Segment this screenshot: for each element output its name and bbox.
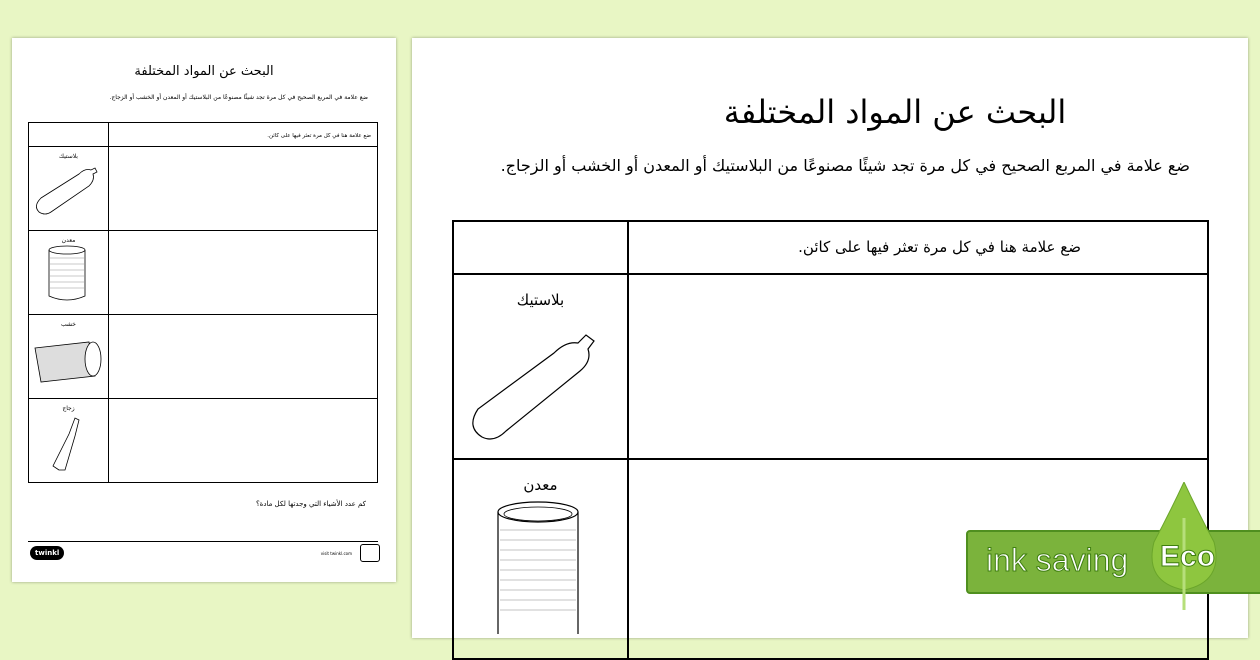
- worksheet-title: البحث عن المواد المختلفة: [723, 93, 1067, 131]
- visit-link: visit twinkl.com: [320, 551, 352, 556]
- plastic-bottle-icon: [454, 309, 624, 449]
- log-icon: [29, 328, 107, 388]
- material-cell: بلاستيك: [453, 274, 628, 459]
- twinkl-logo: twinkl: [30, 546, 64, 560]
- materials-table: [28, 122, 378, 483]
- table-header: ضع علامة هنا في كل مرة تعثر فيها على كائن.: [109, 123, 378, 147]
- ink-saving-badge: ink saving: [966, 530, 1260, 594]
- materials-table: [452, 220, 1209, 660]
- material-cell: زجاج: [29, 399, 109, 483]
- table-header: ضع علامة هنا في كل مرة تعثر فيها على كائن.: [628, 221, 1208, 274]
- twinkl-badge-icon: [360, 544, 380, 562]
- plastic-bottle-icon: [29, 160, 107, 220]
- tin-can-icon: [29, 244, 107, 304]
- glass-bottle-icon: [29, 412, 107, 472]
- tin-can-icon: [454, 494, 624, 634]
- worksheet-instruction: ضع علامة في المربع الصحيح في كل مرة تجد شيئًا مصنوعًا من البلاستيك أو المعدن أو الخشب أو الزجاج.: [109, 94, 368, 101]
- worksheet-title: البحث عن المواد المختلفة: [134, 64, 274, 79]
- material-cell: خشب: [29, 315, 109, 399]
- material-cell: معدن: [29, 231, 109, 315]
- material-cell: بلاستيك: [29, 147, 109, 231]
- eco-label: Eco: [1160, 540, 1216, 573]
- question: كم عدد الأشياء التي وجدتها لكل مادة؟: [255, 500, 366, 508]
- footer-divider: [28, 541, 378, 542]
- worksheet-thumbnail[interactable]: [12, 38, 396, 582]
- worksheet-instruction: ضع علامة في المربع الصحيح في كل مرة تجد شيئًا مصنوعًا من البلاستيك أو المعدن أو الخشب أو الزجاج.: [500, 156, 1190, 175]
- material-cell: معدن: [453, 459, 628, 659]
